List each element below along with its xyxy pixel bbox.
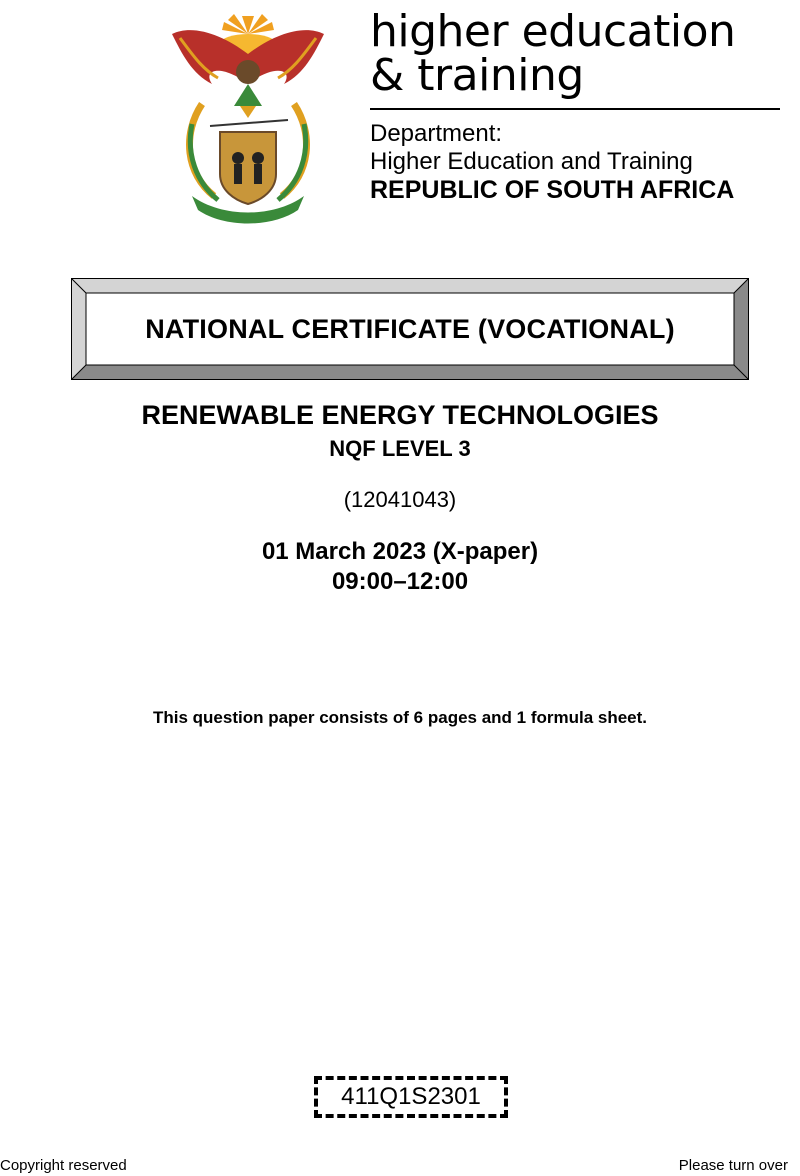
coat-of-arms-logo [162, 14, 334, 224]
certificate-title: NATIONAL CERTIFICATE (VOCATIONAL) [145, 313, 675, 344]
paper-info: This question paper consists of 6 pages and 1 formula sheet. [152, 708, 648, 727]
subject-title: RENEWABLE ENERGY TECHNOLOGIES [141, 400, 659, 430]
brand-line-2: & training [370, 50, 584, 101]
department-name: Higher Education and Training [370, 148, 693, 175]
footer-turn-over: Please turn over [678, 1157, 788, 1174]
department-branding [370, 6, 790, 204]
department-label: Department: [370, 120, 503, 147]
subject-code: (12041043) [343, 487, 457, 512]
footer-copyright: Copyright reserved [0, 1157, 127, 1174]
brand-divider [370, 108, 780, 110]
brand-line-1: higher education [370, 6, 736, 57]
department-block [370, 120, 734, 204]
country-name: REPUBLIC OF SOUTH AFRICA [370, 176, 735, 204]
certificate-title-box [71, 278, 749, 380]
paper-code-box [314, 1076, 508, 1118]
paper-code: 411Q1S2301 [341, 1083, 481, 1110]
nqf-level: NQF LEVEL 3 [329, 436, 471, 461]
exam-date: 01 March 2023 (X-paper) [261, 538, 539, 565]
exam-time: 09:00–12:00 [331, 568, 469, 595]
